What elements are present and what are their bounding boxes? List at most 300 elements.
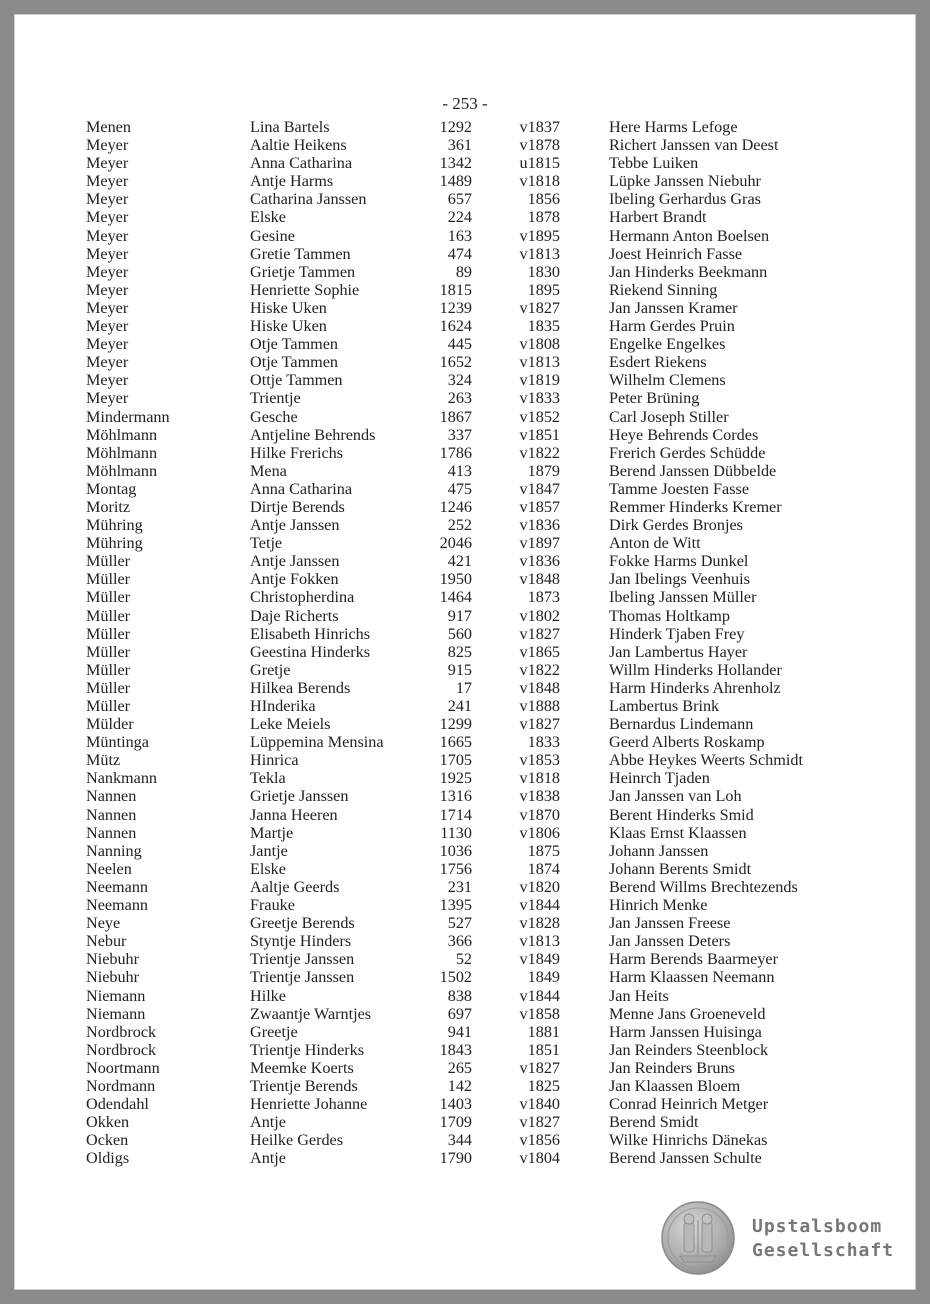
register-row	[86, 588, 876, 606]
entry-number: 1665	[439, 733, 472, 752]
given-name: Janna Heeren	[250, 805, 338, 824]
register-row	[86, 1041, 876, 1059]
surname: Mühring	[86, 516, 143, 535]
given-name: Antje Harms	[250, 172, 334, 191]
entry-number: 1299	[439, 715, 472, 734]
surname: Müntinga	[86, 733, 149, 752]
given-name: Jantje	[250, 841, 288, 860]
entry-number: 474	[447, 244, 472, 263]
register-row	[86, 787, 876, 805]
entry-number: 1714	[439, 805, 472, 824]
marriage-year: v1827	[519, 298, 560, 317]
spouse-name: Lüpke Janssen Niebuhr	[609, 172, 761, 191]
surname: Müller	[86, 624, 131, 643]
spouse-name: Tebbe Luiken	[609, 154, 699, 173]
marriage-year: v1813	[519, 932, 560, 951]
register-row	[86, 516, 876, 534]
marriage-year: v1802	[519, 606, 560, 625]
register-row	[86, 281, 876, 299]
spouse-name: Jan Ibelings Veenhuis	[609, 570, 750, 589]
given-name: Otje Tammen	[250, 335, 339, 354]
marriage-year: v1858	[519, 1004, 560, 1023]
entry-number: 224	[447, 208, 472, 227]
surname: Meyer	[86, 335, 129, 354]
marriage-year: v1819	[519, 371, 560, 390]
surname: Möhlmann	[86, 425, 158, 444]
entry-number: 1790	[439, 1149, 472, 1168]
given-name: Gesche	[250, 407, 298, 426]
given-name: Hilkea Berends	[250, 678, 351, 697]
register-row	[86, 353, 876, 371]
register-row	[86, 480, 876, 498]
surname: Mütz	[86, 751, 121, 770]
marriage-year: 1874	[527, 859, 560, 878]
marriage-year: 1875	[527, 841, 560, 860]
given-name: Antje Janssen	[250, 516, 340, 535]
marriage-year: v1806	[519, 823, 560, 842]
entry-number: 527	[447, 914, 472, 933]
spouse-name: Berent Hinderks Smid	[609, 805, 754, 824]
register-row	[86, 208, 876, 226]
entry-number: 838	[447, 986, 472, 1005]
register-row	[86, 1077, 876, 1095]
given-name: Elisabeth Hinrichs	[250, 624, 371, 643]
register-row	[86, 733, 876, 751]
marriage-year: 1878	[527, 208, 560, 227]
given-name: Mena	[250, 461, 287, 480]
spouse-name: Menne Jans Groeneveld	[609, 1004, 766, 1023]
marriage-year: v1818	[519, 769, 560, 788]
marriage-year: 1833	[527, 733, 560, 752]
register-row	[86, 950, 876, 968]
marriage-year: v1820	[519, 877, 560, 896]
spouse-name: Abbe Heykes Weerts Schmidt	[609, 751, 803, 770]
surname: Neemann	[86, 877, 149, 896]
spouse-name: Conrad Heinrich Metger	[609, 1095, 769, 1114]
document-page	[14, 14, 916, 1290]
register-row	[86, 426, 876, 444]
spouse-name: Bernardus Lindemann	[609, 715, 754, 734]
surname: Müller	[86, 697, 131, 715]
register-row	[86, 570, 876, 588]
entry-number: 1342	[439, 154, 472, 173]
marriage-year: v1828	[519, 914, 560, 933]
entry-number: 413	[447, 461, 472, 480]
entry-number: 1489	[439, 172, 472, 191]
register-row	[86, 860, 876, 878]
register-row	[86, 824, 876, 842]
surname: Niemann	[86, 986, 146, 1005]
entry-number: 2046	[439, 534, 472, 553]
entry-number: 917	[447, 606, 472, 625]
marriage-year: 1856	[527, 190, 560, 209]
given-name: Anna Catharina	[250, 479, 353, 498]
surname: Meyer	[86, 353, 129, 372]
given-name: Elske	[250, 859, 286, 878]
given-name: HInderika	[250, 697, 316, 715]
entry-number: 1502	[439, 968, 472, 987]
given-name: Elske	[250, 208, 286, 227]
society-name	[752, 1215, 894, 1263]
register-row	[86, 932, 876, 950]
given-name: Greetje	[250, 1022, 298, 1041]
surname: Meyer	[86, 262, 129, 281]
marriage-year: 1849	[527, 968, 560, 987]
surname: Nannen	[86, 805, 137, 824]
register-row	[86, 534, 876, 552]
given-name: Heilke Gerdes	[250, 1131, 344, 1150]
spouse-name: Wilke Hinrichs Dänekas	[609, 1131, 768, 1150]
given-name: Ottje Tammen	[250, 371, 343, 390]
spouse-name: Berend Smidt	[609, 1113, 699, 1132]
spouse-name: Hinderk Tjaben Frey	[609, 624, 745, 643]
marriage-year: u1815	[519, 154, 560, 173]
marriage-year: v1813	[519, 244, 560, 263]
register-row	[86, 118, 876, 136]
given-name: Zwaantje Warntjes	[250, 1004, 372, 1023]
spouse-name: Harm Klaassen Neemann	[609, 968, 775, 987]
marriage-year: v1848	[519, 678, 560, 697]
spouse-name: Frerich Gerdes Schüdde	[609, 443, 766, 462]
spouse-name: Geerd Alberts Roskamp	[609, 733, 765, 752]
surname: Müller	[86, 552, 131, 571]
surname: Müller	[86, 642, 131, 661]
entry-number: 17	[455, 678, 472, 697]
register-row	[86, 317, 876, 335]
entry-number: 1925	[439, 769, 472, 788]
marriage-year: v1844	[519, 986, 560, 1005]
marriage-year: v1813	[519, 353, 560, 372]
marriage-year: v1827	[519, 624, 560, 643]
spouse-name: Johann Berents Smidt	[609, 859, 752, 878]
surname: Montag	[86, 479, 137, 498]
register-row	[86, 914, 876, 932]
given-name: Dirtje Berends	[250, 497, 345, 516]
marriage-year: v1837	[519, 118, 560, 136]
given-name: Gretje	[250, 660, 291, 679]
entry-number: 1316	[439, 787, 472, 806]
spouse-name: Harbert Brandt	[609, 208, 707, 227]
register-list	[86, 118, 876, 1167]
entry-number: 697	[447, 1004, 472, 1023]
marriage-year: v1897	[519, 534, 560, 553]
register-row	[86, 987, 876, 1005]
surname: Neelen	[86, 859, 132, 878]
entry-number: 1464	[439, 588, 472, 607]
register-row	[86, 1059, 876, 1077]
surname: Menen	[86, 118, 131, 136]
register-row	[86, 498, 876, 516]
entry-number: 89	[455, 262, 472, 281]
entry-number: 1786	[439, 443, 472, 462]
given-name: Antje Fokken	[250, 570, 339, 589]
marriage-year: 1873	[527, 588, 560, 607]
marriage-year: v1827	[519, 715, 560, 734]
register-row	[86, 552, 876, 570]
surname: Müller	[86, 678, 131, 697]
given-name: Trientje Janssen	[250, 968, 355, 987]
marriage-year: v1804	[519, 1149, 560, 1168]
register-row	[86, 679, 876, 697]
register-row	[86, 371, 876, 389]
surname: Müller	[86, 588, 131, 607]
surname: Meyer	[86, 190, 129, 209]
surname: Müller	[86, 570, 131, 589]
surname: Meyer	[86, 280, 129, 299]
surname: Nankmann	[86, 769, 158, 788]
given-name: Gretie Tammen	[250, 244, 351, 263]
spouse-name: Esdert Riekens	[609, 353, 707, 372]
marriage-year: v1827	[519, 1113, 560, 1132]
register-row	[86, 227, 876, 245]
register-row	[86, 172, 876, 190]
surname: Meyer	[86, 317, 129, 336]
surname: Meyer	[86, 298, 129, 317]
marriage-year: v1865	[519, 642, 560, 661]
entry-number: 1705	[439, 751, 472, 770]
spouse-name: Berend Willms Brechtezends	[609, 877, 798, 896]
entry-number: 1403	[439, 1095, 472, 1114]
entry-number: 825	[447, 642, 472, 661]
marriage-year: v1878	[519, 136, 560, 155]
entry-number: 361	[447, 136, 472, 155]
marriage-year: v1840	[519, 1095, 560, 1114]
surname: Müller	[86, 606, 131, 625]
entry-number: 560	[447, 624, 472, 643]
entry-number: 1246	[439, 497, 472, 516]
surname: Nannen	[86, 787, 137, 806]
entry-number: 344	[447, 1131, 472, 1150]
register-row	[86, 299, 876, 317]
spouse-name: Here Harms Lefoge	[609, 118, 738, 136]
surname: Möhlmann	[86, 443, 158, 462]
spouse-name: Klaas Ernst Klaassen	[609, 823, 747, 842]
surname: Niebuhr	[86, 968, 140, 987]
marriage-year: v1857	[519, 497, 560, 516]
spouse-name: Jan Hinderks Beekmann	[609, 262, 768, 281]
entry-number: 1709	[439, 1113, 472, 1132]
spouse-name: Hinrich Menke	[609, 896, 708, 915]
entry-number: 337	[447, 425, 472, 444]
marriage-year: 1879	[527, 461, 560, 480]
surname: Meyer	[86, 389, 129, 408]
marriage-year: v1847	[519, 479, 560, 498]
marriage-year: v1870	[519, 805, 560, 824]
register-row	[86, 607, 876, 625]
spouse-name: Carl Joseph Stiller	[609, 407, 729, 426]
given-name: Greetje Berends	[250, 914, 355, 933]
spouse-name: Fokke Harms Dunkel	[609, 552, 749, 571]
register-row	[86, 154, 876, 172]
spouse-name: Heinrch Tjaden	[609, 769, 710, 788]
given-name: Meemke Koerts	[250, 1058, 354, 1077]
marriage-year: v1836	[519, 516, 560, 535]
spouse-name: Jan Janssen Deters	[609, 932, 731, 951]
given-name: Trientje Berends	[250, 1076, 358, 1095]
marriage-year: v1808	[519, 335, 560, 354]
spouse-name: Jan Janssen Freese	[609, 914, 731, 933]
given-name: Otje Tammen	[250, 353, 339, 372]
given-name: Hiske Uken	[250, 317, 327, 336]
given-name: Antjeline Behrends	[250, 425, 376, 444]
surname: Moritz	[86, 497, 131, 516]
society-seal-icon	[660, 1200, 736, 1276]
surname: Meyer	[86, 154, 129, 173]
given-name: Leke Meiels	[250, 715, 331, 734]
spouse-name: Hermann Anton Boelsen	[609, 226, 770, 245]
spouse-name: Jan Heits	[609, 986, 669, 1005]
entry-number: 941	[447, 1022, 472, 1041]
society-name-line2: Gesellschaft	[752, 1240, 895, 1261]
spouse-name: Dirk Gerdes Bronjes	[609, 516, 743, 535]
society-name-line1: Upstalsboom	[752, 1216, 883, 1237]
register-row	[86, 1131, 876, 1149]
spouse-name: Jan Lambertus Hayer	[609, 642, 748, 661]
register-row	[86, 136, 876, 154]
entry-number: 366	[447, 932, 472, 951]
spouse-name: Willm Hinderks Hollander	[609, 660, 782, 679]
given-name: Catharina Janssen	[250, 190, 367, 209]
given-name: Tekla	[250, 769, 286, 788]
register-row	[86, 190, 876, 208]
spouse-name: Tamme Joesten Fasse	[609, 479, 750, 498]
given-name: Lüppemina Mensina	[250, 733, 384, 752]
spouse-name: Jan Klaassen Bloem	[609, 1076, 741, 1095]
surname: Niemann	[86, 1004, 146, 1023]
entry-number: 1867	[439, 407, 472, 426]
spouse-name: Jan Reinders Steenblock	[609, 1040, 769, 1059]
given-name: Aaltie Heikens	[250, 136, 347, 155]
register-row	[86, 1095, 876, 1113]
surname: Nannen	[86, 823, 137, 842]
surname: Nordbrock	[86, 1022, 157, 1041]
entry-number: 252	[447, 516, 472, 535]
entry-number: 265	[447, 1058, 472, 1077]
entry-number: 142	[447, 1076, 472, 1095]
spouse-name: Berend Janssen Dübbelde	[609, 461, 777, 480]
spouse-name: Harm Janssen Huisinga	[609, 1022, 762, 1041]
register-row	[86, 1149, 876, 1167]
entry-number: 445	[447, 335, 472, 354]
entry-number: 1950	[439, 570, 472, 589]
given-name: Trientje Hinderks	[250, 1040, 365, 1059]
given-name: Antje Janssen	[250, 552, 340, 571]
entry-number: 1130	[440, 823, 472, 842]
given-name: Grietje Janssen	[250, 787, 349, 806]
spouse-name: Lambertus Brink	[609, 697, 720, 715]
marriage-year: 1851	[527, 1040, 560, 1059]
surname: Ocken	[86, 1131, 129, 1150]
entry-number: 657	[447, 190, 472, 209]
surname: Meyer	[86, 172, 129, 191]
surname: Nanning	[86, 841, 142, 860]
register-row	[86, 625, 876, 643]
spouse-name: Riekend Sinning	[609, 280, 718, 299]
register-row	[86, 842, 876, 860]
surname: Meyer	[86, 136, 129, 155]
entry-number: 1395	[439, 896, 472, 915]
given-name: Hinrica	[250, 751, 299, 770]
spouse-name: Jan Janssen van Loh	[609, 787, 742, 806]
given-name: Hilke	[250, 986, 286, 1005]
register-row	[86, 643, 876, 661]
marriage-year: v1853	[519, 751, 560, 770]
surname: Nebur	[86, 932, 127, 951]
given-name: Aaltje Geerds	[250, 877, 340, 896]
entry-number: 1292	[439, 118, 472, 136]
surname: Oldigs	[86, 1149, 130, 1168]
register-row	[86, 462, 876, 480]
entry-number: 52	[455, 950, 472, 969]
marriage-year: v1895	[519, 226, 560, 245]
spouse-name: Thomas Holtkamp	[609, 606, 730, 625]
spouse-name: Ibeling Gerhardus Gras	[609, 190, 761, 209]
marriage-year: 1895	[527, 280, 560, 299]
marriage-year: v1822	[519, 443, 560, 462]
surname: Meyer	[86, 371, 129, 390]
surname: Meyer	[86, 208, 129, 227]
spouse-name: Jan Reinders Bruns	[609, 1058, 735, 1077]
spouse-name: Remmer Hinderks Kremer	[609, 497, 782, 516]
given-name: Geestina Hinderks	[250, 642, 371, 661]
entry-number: 1624	[439, 317, 472, 336]
marriage-year: v1888	[519, 697, 560, 715]
register-row	[86, 444, 876, 462]
given-name: Lina Bartels	[250, 118, 330, 136]
given-name: Trientje	[250, 389, 301, 408]
spouse-name: Harm Hinderks Ahrenholz	[609, 678, 781, 697]
register-row	[86, 245, 876, 263]
given-name: Tetje	[250, 534, 283, 553]
given-name: Hiske Uken	[250, 298, 327, 317]
marriage-year: v1852	[519, 407, 560, 426]
spouse-name: Heye Behrends Cordes	[609, 425, 759, 444]
entry-number: 263	[447, 389, 472, 408]
surname: Mindermann	[86, 407, 170, 426]
given-name: Anna Catharina	[250, 154, 353, 173]
register-row	[86, 1023, 876, 1041]
given-name: Trientje Janssen	[250, 950, 355, 969]
register-row	[86, 751, 876, 769]
spouse-name: Peter Brüning	[609, 389, 700, 408]
marriage-year: 1835	[527, 317, 560, 336]
surname: Neemann	[86, 896, 149, 915]
given-name: Antje	[250, 1113, 286, 1132]
entry-number: 475	[447, 479, 472, 498]
register-row	[86, 878, 876, 896]
spouse-name: Johann Janssen	[609, 841, 709, 860]
register-row	[86, 968, 876, 986]
register-row	[86, 661, 876, 679]
entry-number: 1036	[439, 841, 472, 860]
given-name: Frauke	[250, 896, 295, 915]
spouse-name: Richert Janssen van Deest	[609, 136, 779, 155]
surname: Odendahl	[86, 1095, 149, 1114]
given-name: Daje Richerts	[250, 606, 339, 625]
spouse-name: Berend Janssen Schulte	[609, 1149, 762, 1168]
surname: Müller	[86, 660, 131, 679]
register-row	[86, 697, 876, 715]
given-name: Christopherdina	[250, 588, 355, 607]
surname: Okken	[86, 1113, 130, 1132]
page-number: - 253 -	[442, 94, 488, 113]
marriage-year: v1851	[519, 425, 560, 444]
given-name: Styntje Hinders	[250, 932, 352, 951]
surname: Meyer	[86, 244, 129, 263]
entry-number: 241	[447, 697, 472, 715]
marriage-year: v1838	[519, 787, 560, 806]
surname: Möhlmann	[86, 461, 158, 480]
